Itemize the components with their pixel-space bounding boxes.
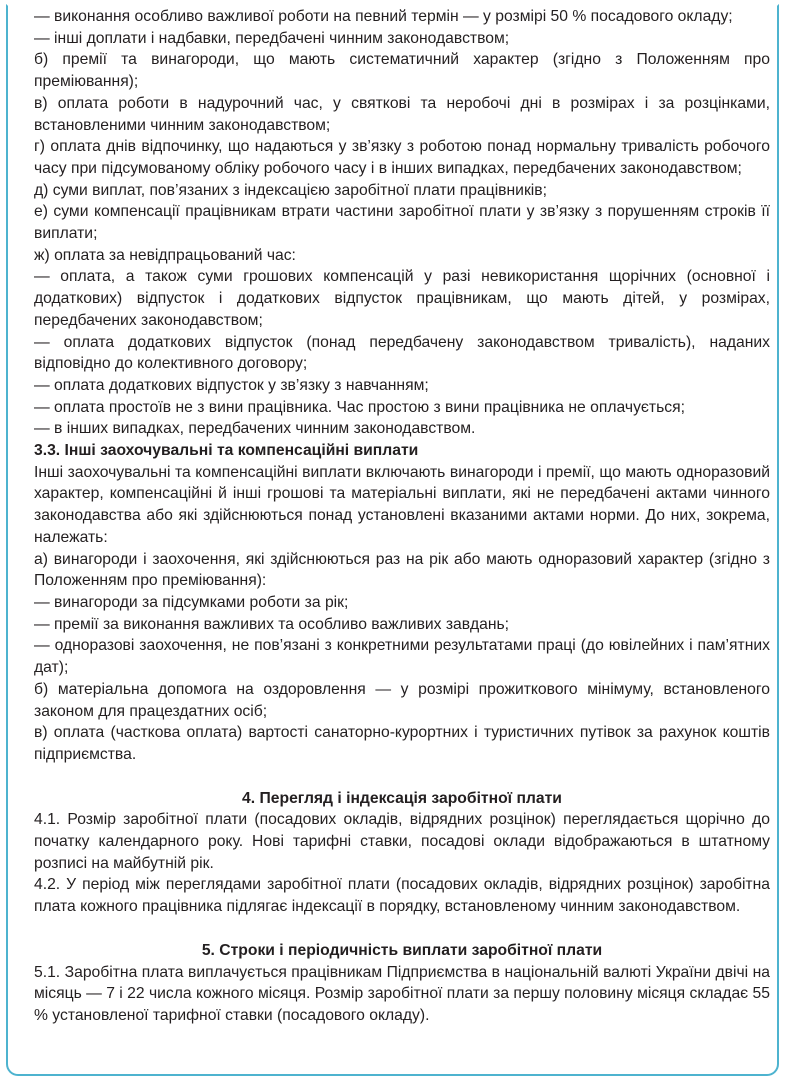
document-body xyxy=(34,6,770,1027)
list-item: — винагороди за підсумками роботи за рік; xyxy=(34,593,349,611)
list-item: а) винагороди і заохочення, які здійснюються раз на рік або мають одноразовий характер (згідно з Положенням про преміювання): xyxy=(34,550,770,590)
paragraph: в) оплата роботи в надурочний час, у святкові та неробочі дні в розмірах і за розцінками, встановленими чинним законодавством; xyxy=(34,94,770,134)
paragraph: г) оплата днів відпочинку, що надаються у зв’язку з роботою понад нормальну тривалість робочого часу при підсумованому обліку робочого часу і в інших випадках, передбачених законодавством; xyxy=(34,138,770,177)
list-item: — премії за виконання важливих та особливо важливих завдань; xyxy=(34,615,510,633)
paragraph: е) суми компенсації працівникам втрати частини заробітної плати у зв’язку з порушенням строків її виплати; xyxy=(34,203,770,243)
paragraph: — оплата, а також суми грошових компенсацій у разі невикористання щорічних (основної і додаткових) відпусток і додаткових відпусток працівникам, що мають дітей, у розмірах, передбачених законодавством; xyxy=(34,268,770,329)
paragraph: — інші доплати і надбавки, передбачені чинним законодавством; xyxy=(34,29,510,47)
list-item: в) оплата (часткова оплата) вартості санаторно-курортних і туристичних путівок за рахунок коштів підприємства. xyxy=(34,724,770,763)
paragraph: — оплата додаткових відпусток у зв’язку з навчанням; xyxy=(34,376,429,394)
section-5-item: 5.1. Заробітна плата виплачується працівникам Підприємства в національній валюті України двічі на місяць — 7 і 22 числа кожного місяця. Розмір заробітної плати за першу половину місяця складає 55 % установленої тарифної ставки (посадового окладу). xyxy=(34,963,770,1024)
paragraph: — в інших випадках, передбачених чинним законодавством. xyxy=(34,420,476,438)
paragraph: — виконання особливо важливої роботи на певний термін — у розмірі 50 % посадового окладу; xyxy=(34,8,733,25)
list-item: б) матеріальна допомога на оздоровлення — у розмірі прожиткового мінімуму, встановленого законом для працездатних осіб; xyxy=(34,680,770,720)
section-5-heading: 5. Строки і періодичність виплати заробітної плати xyxy=(201,941,603,959)
paragraph: б) премії та винагороди, що мають систематичний характер (згідно з Положенням про преміювання); xyxy=(34,51,770,91)
list-item: — одноразові заохочення, не пов’язані з конкретними результатами праці (до ювілейних і пам’ятних дат); xyxy=(34,637,770,677)
section-4-item: 4.1. Розмір заробітної плати (посадових окладів, відрядних розцінок) переглядається щорічно до початку календарного року. Нові тарифні ставки, посадові оклади відображаються в штатному розписі на майбутній рік. xyxy=(34,811,770,872)
section-3-3-intro: Інші заохочувальні та компенсаційні виплати включають винагороди і премії, що мають одноразовий характер, компенсаційні й інші грошові та матеріальні виплати, які не передбачені актами чинного законодавства або які здійснюються понад установлені вказаними актами норми. До них, зокрема, належать: xyxy=(34,463,770,546)
section-3-3-heading: 3.3. Інші заохочувальні та компенсаційні виплати xyxy=(34,442,419,460)
paragraph: — оплата простоїв не з вини працівника. Час простою з вини працівника не оплачується; xyxy=(34,398,685,416)
section-4-item: 4.2. У період між переглядами заробітної плати (посадових окладів, відрядних розцінок) заробітна плата кожного працівника підлягає індексації в порядку, встановленому чинним законодавством. xyxy=(34,876,770,916)
section-4-heading: 4. Перегляд і індексація заробітної плати xyxy=(242,789,562,807)
paragraph: д) суми виплат, пов’язаних з індексацією заробітної плати працівників; xyxy=(34,181,547,199)
paragraph: — оплата додаткових відпусток (понад передбачену законодавством тривалість), наданих відповідно до колективного договору; xyxy=(34,333,770,373)
paragraph: ж) оплата за невідпрацьований час: xyxy=(34,246,296,264)
